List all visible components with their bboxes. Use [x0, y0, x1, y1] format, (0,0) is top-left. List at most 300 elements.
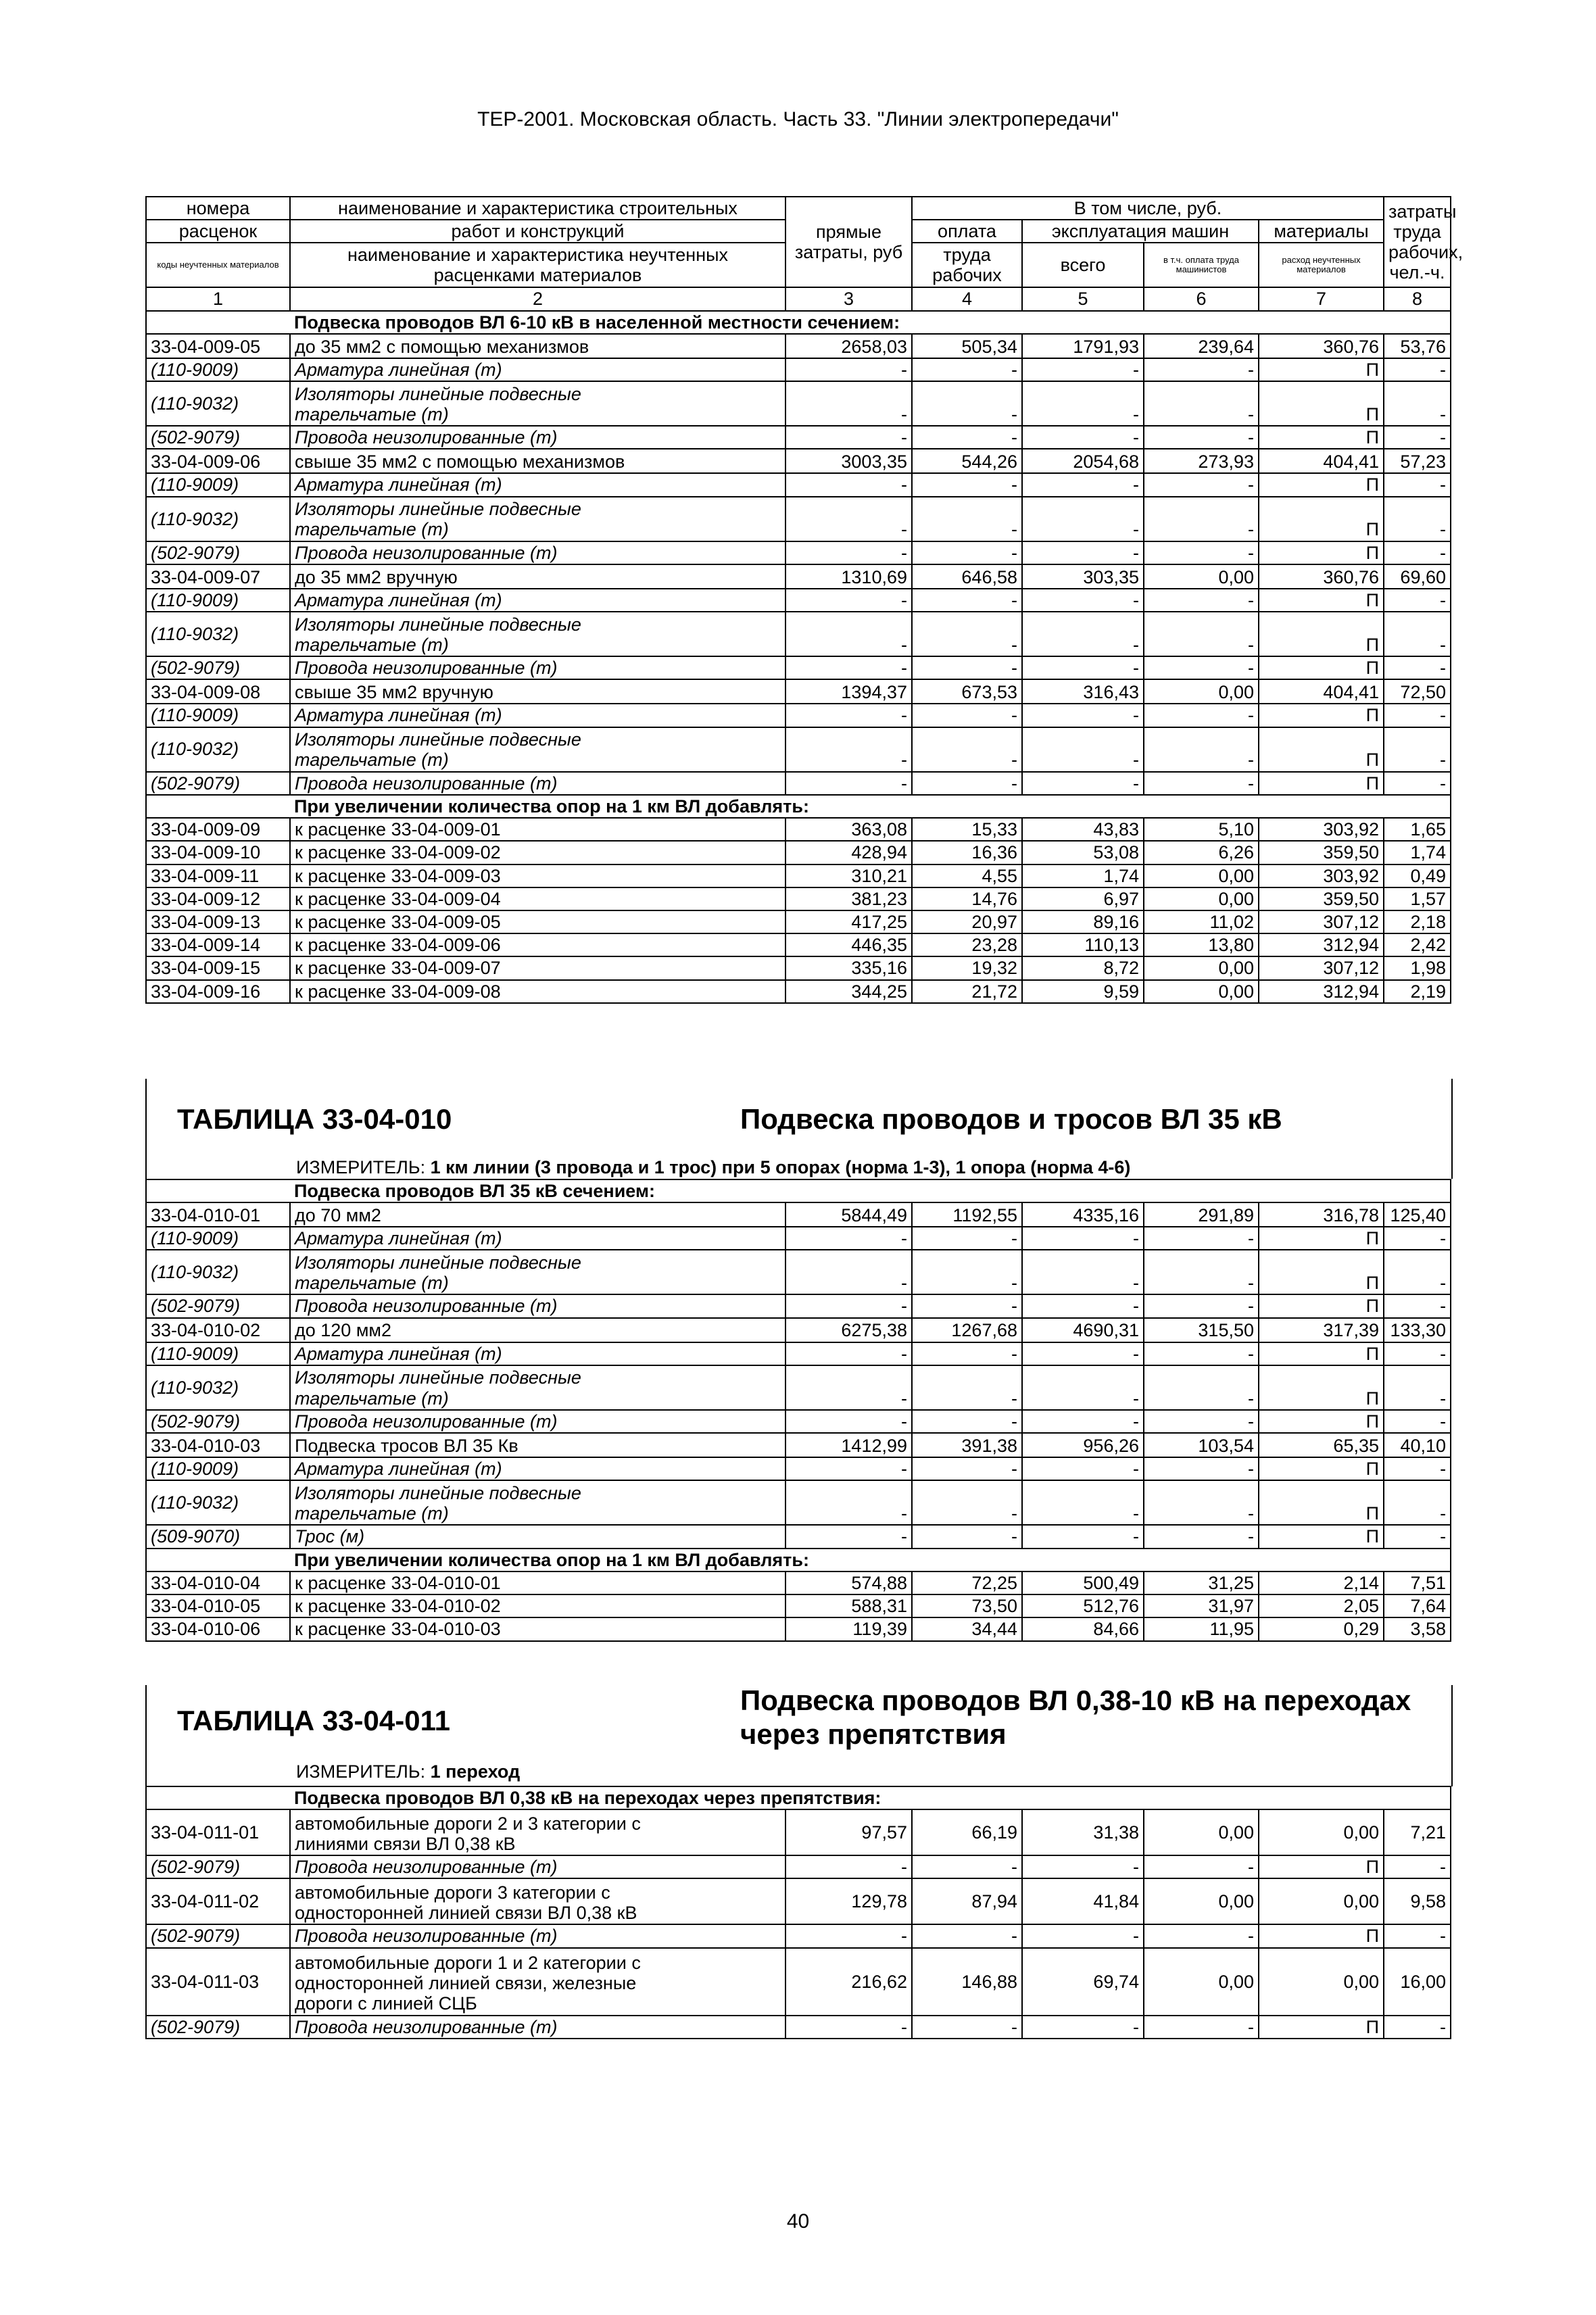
- material-code: (110-9009): [146, 1457, 290, 1480]
- value-cell: 360,76: [1259, 564, 1384, 589]
- rate-code: 33-04-010-02: [146, 1318, 290, 1342]
- section-title: Подвеска проводов ВЛ 6-10 кВ в населенной местности сечением:: [146, 311, 1451, 334]
- material-name-1: Изоляторы линейные подвесные: [295, 614, 581, 635]
- dash-cell: -: [912, 381, 1022, 426]
- dash-cell: -: [1384, 656, 1451, 679]
- dash-cell: -: [1022, 1480, 1144, 1525]
- material-p-cell: П: [1259, 772, 1384, 795]
- dash-cell: -: [912, 1410, 1022, 1433]
- material-name: Провода неизолированные (т): [290, 541, 785, 564]
- rate-name-line: линиями связи ВЛ 0,38 кВ: [295, 1834, 516, 1854]
- value-cell: 574,88: [785, 1571, 912, 1594]
- value-cell: 11,02: [1144, 910, 1259, 933]
- value-cell: 1,65: [1384, 818, 1451, 841]
- material-name-2: тарельчатые (т): [295, 1273, 449, 1294]
- material-row: [146, 772, 1451, 795]
- dash-cell: -: [1384, 358, 1451, 381]
- value-cell: 303,92: [1259, 864, 1384, 887]
- material-name-2: тарельчатые (т): [295, 404, 449, 424]
- col-header-materials-2: расход неучтенных материалов: [1259, 243, 1384, 287]
- dash-cell: -: [1022, 473, 1144, 496]
- rate-code: 33-04-009-13: [146, 910, 290, 933]
- value-cell: 317,39: [1259, 1318, 1384, 1342]
- dash-cell: -: [1384, 1410, 1451, 1433]
- value-cell: 404,41: [1259, 449, 1384, 473]
- dash-cell: -: [912, 1294, 1022, 1317]
- material-name-1: Изоляторы линейные подвесные: [295, 729, 581, 750]
- rate-name: к расценке 33-04-009-04: [290, 887, 785, 910]
- value-cell: 1412,99: [785, 1433, 912, 1457]
- table-row: [146, 564, 1451, 589]
- rate-name-line: автомобильные дороги 1 и 2 категории с: [295, 1953, 641, 1973]
- value-cell: 2,18: [1384, 910, 1451, 933]
- rate-code: 33-04-010-05: [146, 1594, 290, 1617]
- rate-name: к расценке 33-04-009-03: [290, 864, 785, 887]
- material-p-cell: П: [1259, 727, 1384, 772]
- dash-cell: -: [785, 1924, 912, 1947]
- dash-cell: -: [785, 656, 912, 679]
- dash-cell: -: [1384, 497, 1451, 541]
- value-cell: 53,08: [1022, 841, 1144, 864]
- dash-cell: -: [1022, 1365, 1144, 1410]
- table-row: [146, 1594, 1451, 1617]
- value-cell: 14,76: [912, 887, 1022, 910]
- table-010-measure: ИЗМЕРИТЕЛЬ: 1 км линии (3 провода и 1 трос) при 5 опорах (норма 1-3), 1 опора (норма 4-6): [296, 1157, 1131, 1177]
- value-cell: 1,98: [1384, 956, 1451, 979]
- dash-cell: -: [912, 1924, 1022, 1947]
- value-cell: 505,34: [912, 334, 1022, 358]
- material-code: (110-9032): [146, 612, 290, 656]
- value-cell: 2,42: [1384, 933, 1451, 956]
- material-code: (502-9079): [146, 1924, 290, 1947]
- col-header-code-2: расценок: [146, 220, 290, 243]
- value-cell: 72,50: [1384, 679, 1451, 704]
- dash-cell: -: [912, 727, 1022, 772]
- dash-cell: -: [1384, 1855, 1451, 1878]
- dash-cell: -: [1022, 541, 1144, 564]
- value-cell: 646,58: [912, 564, 1022, 589]
- value-cell: 8,72: [1022, 956, 1144, 979]
- col-header-name-2: работ и конструкций: [290, 220, 785, 243]
- value-cell: 312,94: [1259, 933, 1384, 956]
- material-p-cell: П: [1259, 473, 1384, 496]
- rate-name: до 120 мм2: [290, 1318, 785, 1342]
- material-name: Арматура линейная (т): [290, 589, 785, 612]
- material-p-cell: П: [1259, 1227, 1384, 1250]
- value-cell: 307,12: [1259, 956, 1384, 979]
- dash-cell: -: [912, 612, 1022, 656]
- material-p-cell: П: [1259, 358, 1384, 381]
- value-cell: 359,50: [1259, 841, 1384, 864]
- col-header-pay: оплата: [912, 220, 1022, 243]
- col-header-code: номера: [146, 197, 290, 220]
- material-name-2: тарельчатые (т): [295, 519, 449, 540]
- material-row: [146, 704, 1451, 727]
- material-row: [146, 426, 1451, 449]
- dash-cell: -: [1144, 1294, 1259, 1317]
- col-number: 5: [1022, 287, 1144, 310]
- section-title: Подвеска проводов ВЛ 35 кВ сечением:: [146, 1179, 1451, 1202]
- value-cell: 16,00: [1384, 1948, 1451, 2016]
- value-cell: 13,80: [1144, 933, 1259, 956]
- dash-cell: -: [1384, 727, 1451, 772]
- dash-cell: -: [785, 473, 912, 496]
- material-name-1: Изоляторы линейные подвесные: [295, 1252, 581, 1273]
- dash-cell: -: [1022, 2016, 1144, 2039]
- table-row: [146, 449, 1451, 473]
- rate-code: 33-04-009-10: [146, 841, 290, 864]
- value-cell: 103,54: [1144, 1433, 1259, 1457]
- value-cell: 4335,16: [1022, 1202, 1144, 1227]
- dash-cell: -: [1022, 1525, 1144, 1548]
- material-row: [146, 656, 1451, 679]
- dash-cell: -: [1384, 589, 1451, 612]
- table-row: [146, 1433, 1451, 1457]
- value-cell: 97,57: [785, 1809, 912, 1855]
- material-code: (502-9079): [146, 541, 290, 564]
- dash-cell: -: [1144, 727, 1259, 772]
- section-row: [146, 1786, 1451, 1809]
- value-cell: 4690,31: [1022, 1318, 1144, 1342]
- rate-name: к расценке 33-04-010-01: [290, 1571, 785, 1594]
- material-row: [146, 1410, 1451, 1433]
- rate-name-line: дороги с линией СЦБ: [295, 1993, 477, 2014]
- value-cell: 1267,68: [912, 1318, 1022, 1342]
- rate-name: свыше 35 мм2 вручную: [290, 679, 785, 704]
- dash-cell: -: [785, 1855, 912, 1878]
- value-cell: 360,76: [1259, 334, 1384, 358]
- dash-cell: -: [785, 704, 912, 727]
- material-p-cell: П: [1259, 1457, 1384, 1480]
- dash-cell: -: [912, 1855, 1022, 1878]
- material-code: (502-9079): [146, 1294, 290, 1317]
- dash-cell: -: [1384, 2016, 1451, 2039]
- dash-cell: -: [912, 1250, 1022, 1294]
- material-code: (502-9079): [146, 426, 290, 449]
- value-cell: 0,00: [1259, 1948, 1384, 2016]
- value-cell: 1,74: [1384, 841, 1451, 864]
- dash-cell: -: [1144, 1855, 1259, 1878]
- material-row: [146, 727, 1451, 772]
- material-name: [290, 1250, 785, 1294]
- value-cell: 0,00: [1144, 1878, 1259, 1924]
- dash-cell: -: [1144, 1342, 1259, 1365]
- table-row: [146, 1878, 1451, 1924]
- dash-cell: -: [1144, 358, 1259, 381]
- material-name-1: Изоляторы линейные подвесные: [295, 383, 581, 404]
- material-name: [290, 497, 785, 541]
- dash-cell: -: [912, 1525, 1022, 1548]
- value-cell: 273,93: [1144, 449, 1259, 473]
- value-cell: 0,00: [1144, 1948, 1259, 2016]
- dash-cell: -: [1022, 1227, 1144, 1250]
- dash-cell: -: [1144, 497, 1259, 541]
- dash-cell: -: [1384, 426, 1451, 449]
- rate-name: к расценке 33-04-009-07: [290, 956, 785, 979]
- dash-cell: -: [785, 1342, 912, 1365]
- col-number: 3: [785, 287, 912, 310]
- col-header-machines: эксплуатация машин: [1022, 220, 1259, 243]
- material-p-cell: П: [1259, 1342, 1384, 1365]
- material-p-cell: П: [1259, 656, 1384, 679]
- material-name: [290, 612, 785, 656]
- value-cell: 16,36: [912, 841, 1022, 864]
- dash-cell: -: [1384, 1525, 1451, 1548]
- value-cell: 133,30: [1384, 1318, 1451, 1342]
- table-011-heading-line2: через препятствия: [740, 1718, 1007, 1750]
- material-code: (110-9032): [146, 497, 290, 541]
- value-cell: 316,78: [1259, 1202, 1384, 1227]
- rate-name: [290, 1809, 785, 1855]
- rate-code: 33-04-010-03: [146, 1433, 290, 1457]
- dash-cell: -: [785, 426, 912, 449]
- dash-cell: -: [1144, 426, 1259, 449]
- table-010-heading: Подвеска проводов и тросов ВЛ 35 кВ: [740, 1103, 1282, 1135]
- material-name-2: тарельчатые (т): [295, 1503, 449, 1524]
- material-p-cell: П: [1259, 2016, 1384, 2039]
- dash-cell: -: [1144, 1365, 1259, 1410]
- material-p-cell: П: [1259, 1924, 1384, 1947]
- dash-cell: -: [912, 656, 1022, 679]
- material-p-cell: П: [1259, 497, 1384, 541]
- rate-name: Подвеска тросов ВЛ 35 Кв: [290, 1433, 785, 1457]
- value-cell: 1310,69: [785, 564, 912, 589]
- rate-name-line: односторонней линией связи, железные: [295, 1973, 637, 1994]
- rate-code: 33-04-010-01: [146, 1202, 290, 1227]
- value-cell: 359,50: [1259, 887, 1384, 910]
- value-cell: 15,33: [912, 818, 1022, 841]
- value-cell: 2658,03: [785, 334, 912, 358]
- col-header-name: наименование и характеристика строительных: [290, 197, 785, 220]
- value-cell: 89,16: [1022, 910, 1144, 933]
- value-cell: 310,21: [785, 864, 912, 887]
- col-header-name-3: [290, 243, 785, 287]
- header-row: [146, 197, 1451, 220]
- value-cell: 2054,68: [1022, 449, 1144, 473]
- material-row: [146, 589, 1451, 612]
- value-cell: 344,25: [785, 980, 912, 1003]
- material-code: (110-9032): [146, 1480, 290, 1525]
- dash-cell: -: [1022, 704, 1144, 727]
- table-row: [146, 679, 1451, 704]
- table-row: [146, 841, 1451, 864]
- value-cell: 11,95: [1144, 1617, 1259, 1640]
- dash-cell: -: [912, 473, 1022, 496]
- dash-cell: -: [1144, 589, 1259, 612]
- material-row: [146, 381, 1451, 426]
- value-cell: 0,29: [1259, 1617, 1384, 1640]
- material-row: [146, 1855, 1451, 1878]
- dash-cell: -: [1144, 1227, 1259, 1250]
- col-header-machines-pay: в т.ч. оплата труда машинистов: [1144, 243, 1259, 287]
- value-cell: 500,49: [1022, 1571, 1144, 1594]
- dash-cell: -: [1144, 541, 1259, 564]
- material-code: (110-9032): [146, 727, 290, 772]
- material-p-cell: П: [1259, 612, 1384, 656]
- material-name: Провода неизолированные (т): [290, 1410, 785, 1433]
- material-p-cell: П: [1259, 1294, 1384, 1317]
- dash-cell: -: [1022, 656, 1144, 679]
- value-cell: 0,00: [1259, 1878, 1384, 1924]
- value-cell: 1192,55: [912, 1202, 1022, 1227]
- value-cell: 303,92: [1259, 818, 1384, 841]
- dash-cell: -: [1144, 1924, 1259, 1947]
- dash-cell: -: [1022, 589, 1144, 612]
- dash-cell: -: [785, 772, 912, 795]
- value-cell: 65,35: [1259, 1433, 1384, 1457]
- value-cell: 1,57: [1384, 887, 1451, 910]
- dash-cell: -: [1384, 1227, 1451, 1250]
- dash-cell: -: [1022, 497, 1144, 541]
- value-cell: 66,19: [912, 1809, 1022, 1855]
- section-title: При увеличении количества опор на 1 км ВЛ добавлять:: [146, 1549, 1451, 1571]
- value-cell: 57,23: [1384, 449, 1451, 473]
- table-row: [146, 818, 1451, 841]
- value-cell: 404,41: [1259, 679, 1384, 704]
- rate-name: к расценке 33-04-009-06: [290, 933, 785, 956]
- material-name: Арматура линейная (т): [290, 704, 785, 727]
- value-cell: 303,35: [1022, 564, 1144, 589]
- material-p-cell: П: [1259, 1525, 1384, 1548]
- material-row: [146, 497, 1451, 541]
- dash-cell: -: [912, 589, 1022, 612]
- material-name-2: тарельчатые (т): [295, 750, 449, 771]
- rate-name: к расценке 33-04-009-01: [290, 818, 785, 841]
- col-header-materials: материалы: [1259, 220, 1384, 243]
- material-name: [290, 381, 785, 426]
- rate-code: 33-04-009-11: [146, 864, 290, 887]
- material-row: [146, 1342, 1451, 1365]
- value-cell: 7,64: [1384, 1594, 1451, 1617]
- header-row: [146, 287, 1451, 310]
- material-name: Провода неизолированные (т): [290, 1294, 785, 1317]
- dash-cell: -: [1384, 381, 1451, 426]
- value-cell: 216,62: [785, 1948, 912, 2016]
- value-cell: 21,72: [912, 980, 1022, 1003]
- material-code: (110-9009): [146, 589, 290, 612]
- rate-name: до 35 мм2 вручную: [290, 564, 785, 589]
- value-cell: 1394,37: [785, 679, 912, 704]
- material-code: (110-9032): [146, 1365, 290, 1410]
- material-name: Провода неизолированные (т): [290, 1924, 785, 1947]
- col-header-direct-cost: прямые затраты, руб: [794, 222, 903, 263]
- rate-name: к расценке 33-04-010-02: [290, 1594, 785, 1617]
- value-cell: 417,25: [785, 910, 912, 933]
- rate-code: 33-04-011-03: [146, 1948, 290, 2016]
- table-row: [146, 910, 1451, 933]
- material-row: [146, 2016, 1451, 2039]
- dash-cell: -: [1144, 1525, 1259, 1548]
- value-cell: 0,00: [1144, 679, 1259, 704]
- table-row: [146, 1948, 1451, 2016]
- material-p-cell: П: [1259, 381, 1384, 426]
- value-cell: 2,14: [1259, 1571, 1384, 1594]
- material-p-cell: П: [1259, 1410, 1384, 1433]
- material-code: (509-9070): [146, 1525, 290, 1548]
- dash-cell: -: [785, 358, 912, 381]
- rate-name-line: автомобильные дороги 2 и 3 категории с: [295, 1813, 641, 1834]
- value-cell: 588,31: [785, 1594, 912, 1617]
- rate-name: к расценке 33-04-009-08: [290, 980, 785, 1003]
- dash-cell: -: [1022, 358, 1144, 381]
- value-cell: 4,55: [912, 864, 1022, 887]
- value-cell: 2,19: [1384, 980, 1451, 1003]
- table-row: [146, 1318, 1451, 1342]
- material-name: Провода неизолированные (т): [290, 1855, 785, 1878]
- rate-name: [290, 1878, 785, 1924]
- dash-cell: -: [1022, 1250, 1144, 1294]
- value-cell: 391,38: [912, 1433, 1022, 1457]
- value-cell: 0,00: [1144, 864, 1259, 887]
- value-cell: 2,05: [1259, 1594, 1384, 1617]
- value-cell: 0,00: [1144, 980, 1259, 1003]
- dash-cell: -: [1022, 1924, 1144, 1947]
- material-p-cell: П: [1259, 541, 1384, 564]
- value-cell: 31,97: [1144, 1594, 1259, 1617]
- value-cell: 315,50: [1144, 1318, 1259, 1342]
- dash-cell: -: [1144, 772, 1259, 795]
- section-title: При увеличении количества опор на 1 км ВЛ добавлять:: [146, 795, 1451, 818]
- value-cell: 5844,49: [785, 1202, 912, 1227]
- material-name: Трос (м): [290, 1525, 785, 1548]
- material-row: [146, 1365, 1451, 1410]
- dash-cell: -: [912, 772, 1022, 795]
- material-row: [146, 1924, 1451, 1947]
- table-row: [146, 956, 1451, 979]
- dash-cell: -: [785, 612, 912, 656]
- value-cell: 6,97: [1022, 887, 1144, 910]
- value-cell: 3003,35: [785, 449, 912, 473]
- rates-table-010: [145, 1179, 1451, 1642]
- material-code: (110-9032): [146, 381, 290, 426]
- col-header-labor: затраты труда рабочих, чел.-ч.: [1388, 201, 1464, 283]
- material-code: (110-9009): [146, 1342, 290, 1365]
- value-cell: 7,51: [1384, 1571, 1451, 1594]
- material-row: [146, 358, 1451, 381]
- dash-cell: -: [1384, 1250, 1451, 1294]
- value-cell: 5,10: [1144, 818, 1259, 841]
- col-number: 7: [1259, 287, 1384, 310]
- material-row: [146, 1294, 1451, 1317]
- value-cell: 69,60: [1384, 564, 1451, 589]
- value-cell: 6,26: [1144, 841, 1259, 864]
- material-row: [146, 612, 1451, 656]
- dash-cell: -: [785, 497, 912, 541]
- col-number: 2: [290, 287, 785, 310]
- value-cell: 146,88: [912, 1948, 1022, 2016]
- material-p-cell: П: [1259, 704, 1384, 727]
- dash-cell: -: [1022, 1457, 1144, 1480]
- dash-cell: -: [1384, 1457, 1451, 1480]
- material-name: [290, 727, 785, 772]
- dash-cell: -: [912, 1457, 1022, 1480]
- value-cell: 20,97: [912, 910, 1022, 933]
- dash-cell: -: [1144, 1457, 1259, 1480]
- value-cell: 312,94: [1259, 980, 1384, 1003]
- material-code: (502-9079): [146, 656, 290, 679]
- dash-cell: -: [912, 426, 1022, 449]
- value-cell: 316,43: [1022, 679, 1144, 704]
- table-row: [146, 887, 1451, 910]
- value-cell: 125,40: [1384, 1202, 1451, 1227]
- section-row: [146, 1549, 1451, 1571]
- value-cell: 239,64: [1144, 334, 1259, 358]
- rate-code: 33-04-009-14: [146, 933, 290, 956]
- value-cell: 129,78: [785, 1878, 912, 1924]
- dash-cell: -: [1022, 1342, 1144, 1365]
- value-cell: 34,44: [912, 1617, 1022, 1640]
- value-cell: 6275,38: [785, 1318, 912, 1342]
